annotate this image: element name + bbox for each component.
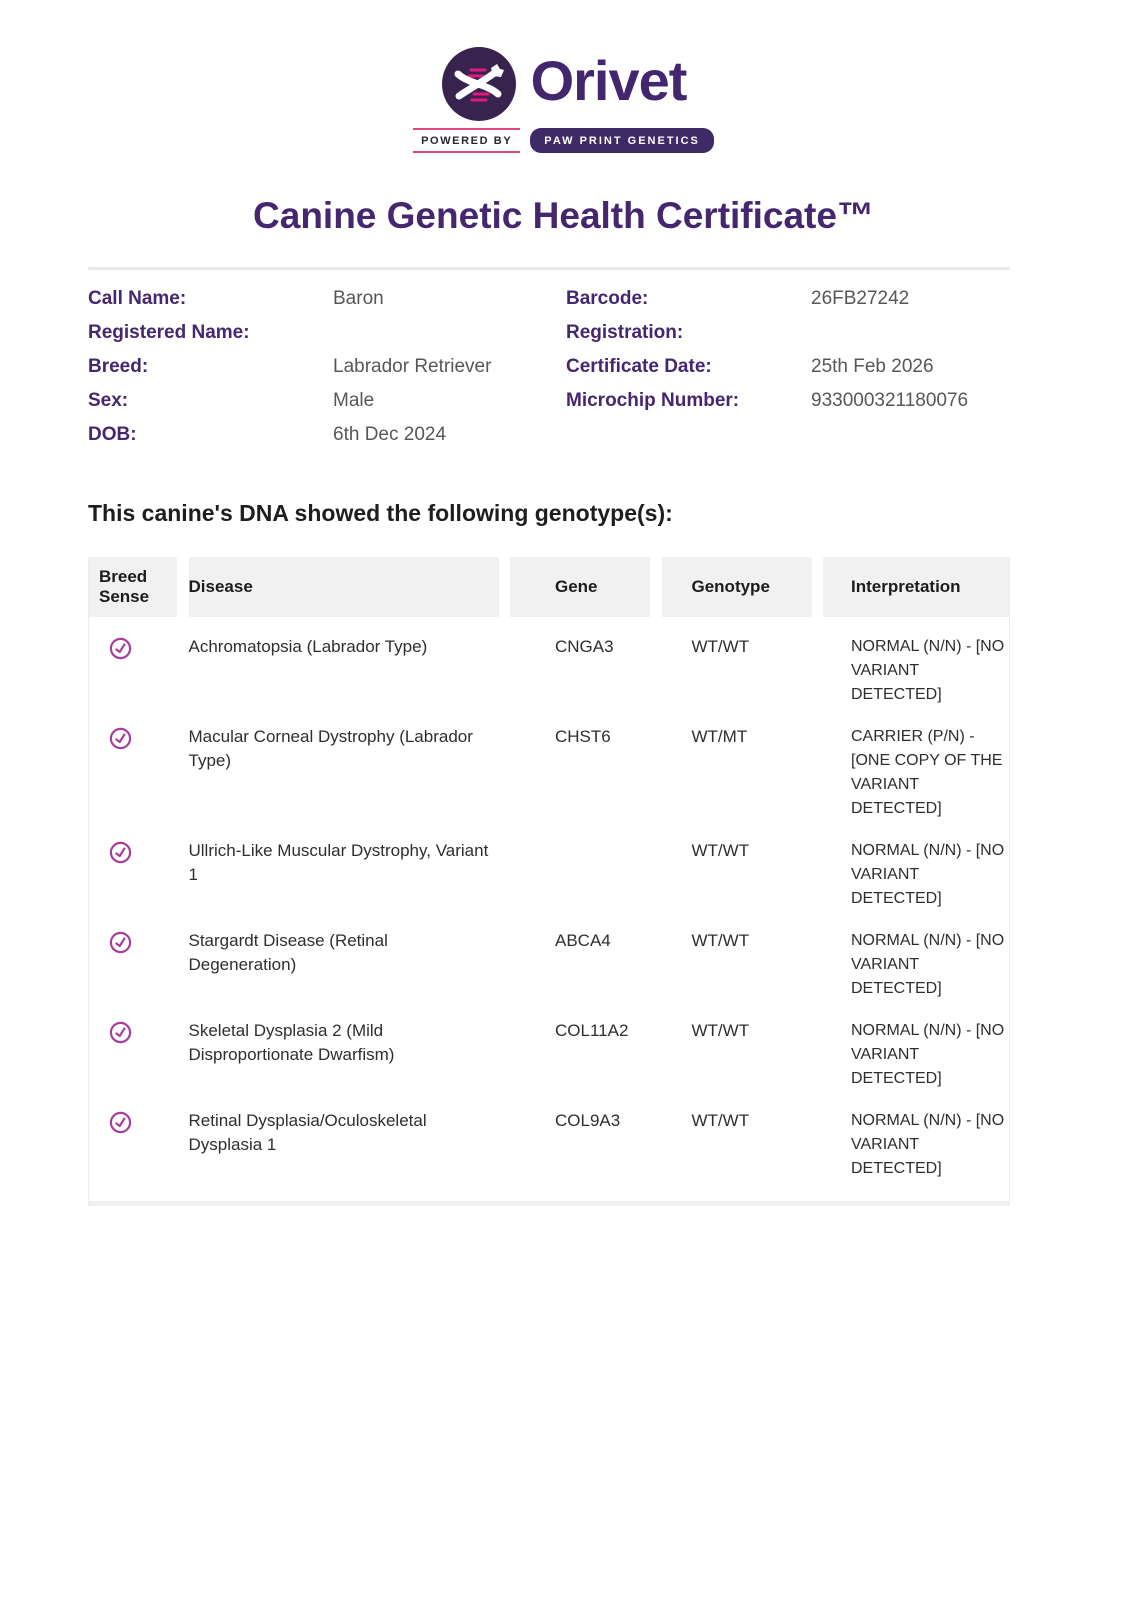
table-row (89, 1091, 1009, 1181)
info-label: Registered Name: (88, 322, 250, 343)
disease-cell: Retinal Dysplasia/Oculoskeletal Dysplasia 1 (188, 1111, 427, 1154)
info-value: Baron (333, 288, 384, 309)
disease-cell: Macular Corneal Dystrophy (Labrador Type) (188, 727, 473, 770)
table-row (89, 821, 1009, 911)
info-label: Sex: (88, 390, 129, 411)
breed-sense-cell (89, 635, 177, 707)
interpretation-cell: NORMAL (N/N) - [NO VARIANT DETECTED] (851, 1112, 1005, 1177)
disease-cell: Ullrich-Like Muscular Dystrophy, Variant 1 (188, 841, 489, 884)
table-header-row (89, 557, 1009, 617)
header-gene: Gene (510, 557, 650, 617)
table-row (89, 911, 1009, 1001)
info-label: Microchip Number: (566, 390, 740, 411)
gene-cell: COL11A2 (555, 1021, 629, 1040)
dog-dna-logo-icon (441, 46, 517, 122)
gene-cell: COL9A3 (555, 1111, 621, 1130)
gene-cell: CHST6 (555, 727, 611, 746)
header-disease: Disease (189, 557, 499, 617)
disease-cell: Skeletal Dysplasia 2 (Mild Disproportionate Dwarfism) (188, 1021, 395, 1064)
breed-sense-cell (89, 839, 177, 911)
table-row (89, 1001, 1009, 1091)
table-row (89, 617, 1009, 707)
info-column-left (88, 282, 566, 452)
table-body (89, 617, 1009, 1181)
powered-by-badge (413, 128, 714, 153)
genotype-cell: WT/MT (691, 727, 748, 746)
gene-cell (510, 839, 650, 911)
breed-sense-cell (89, 1109, 177, 1181)
info-column-right (566, 282, 1010, 452)
interpretation-cell: NORMAL (N/N) - [NO VARIANT DETECTED] (851, 842, 1005, 907)
info-pair (88, 418, 566, 452)
info-value: 933000321180076 (811, 390, 969, 411)
info-pair (566, 350, 1010, 384)
partner-pill: PAW PRINT GENETICS (530, 128, 714, 153)
interpretation-cell: NORMAL (N/N) - [NO VARIANT DETECTED] (851, 932, 1005, 997)
genotype-cell: WT/WT (691, 841, 750, 860)
info-pair (88, 316, 566, 350)
info-pair (566, 316, 1010, 350)
info-pair (88, 282, 566, 316)
check-circle-icon (108, 1110, 134, 1136)
info-label: Registration: (566, 322, 684, 343)
genotype-cell: WT/WT (691, 1021, 750, 1040)
header-breed-sense: Breed Sense (89, 557, 177, 617)
info-value: 25th Feb 2026 (811, 356, 934, 377)
page-title: Canine Genetic Health Certificate™ (253, 195, 874, 236)
info-label: Barcode: (566, 288, 649, 309)
info-pair (88, 350, 566, 384)
breed-sense-cell (89, 1019, 177, 1091)
info-pair (566, 282, 1010, 316)
table-bottom-cap (89, 1201, 1009, 1206)
divider-line (88, 267, 1010, 270)
powered-by-label: POWERED BY (413, 128, 520, 153)
info-pair (566, 384, 1010, 418)
header-interpretation: Interpretation (823, 557, 1009, 617)
breed-sense-cell (89, 725, 177, 821)
check-circle-icon (108, 636, 134, 662)
genotype-cell: WT/WT (691, 1111, 750, 1130)
interpretation-cell: CARRIER (P/N) - [ONE COPY OF THE VARIANT DETECTED] (851, 728, 1003, 817)
genotype-cell: WT/WT (691, 637, 750, 656)
gene-cell: ABCA4 (555, 931, 611, 950)
check-circle-icon (108, 930, 134, 956)
info-value: Male (333, 390, 375, 411)
check-circle-icon (108, 1020, 134, 1046)
genotype-table (88, 557, 1010, 1206)
header-genotype: Genotype (662, 557, 812, 617)
check-circle-icon (108, 840, 134, 866)
dog-info-grid (88, 282, 1010, 452)
info-value: 6th Dec 2024 (333, 424, 447, 445)
info-pair (88, 384, 566, 418)
check-circle-icon (108, 726, 134, 752)
info-label: Call Name: (88, 288, 187, 309)
genotype-cell: WT/WT (691, 931, 750, 950)
breed-sense-cell (89, 929, 177, 1001)
brand-name: Orivet (530, 49, 687, 112)
disease-cell: Achromatopsia (Labrador Type) (188, 637, 428, 656)
genotype-section-heading: This canine's DNA showed the following genotype(s): (88, 500, 673, 526)
info-value: Labrador Retriever (333, 356, 492, 377)
interpretation-cell: NORMAL (N/N) - [NO VARIANT DETECTED] (851, 638, 1005, 703)
disease-cell: Stargardt Disease (Retinal Degeneration) (188, 931, 388, 974)
table-row (89, 707, 1009, 821)
interpretation-cell: NORMAL (N/N) - [NO VARIANT DETECTED] (851, 1022, 1005, 1087)
info-label: Breed: (88, 356, 149, 377)
info-value: 26FB27242 (811, 288, 910, 309)
info-label: DOB: (88, 424, 137, 445)
info-label: Certificate Date: (566, 356, 712, 377)
gene-cell: CNGA3 (555, 637, 614, 656)
logo-block (0, 46, 1127, 153)
